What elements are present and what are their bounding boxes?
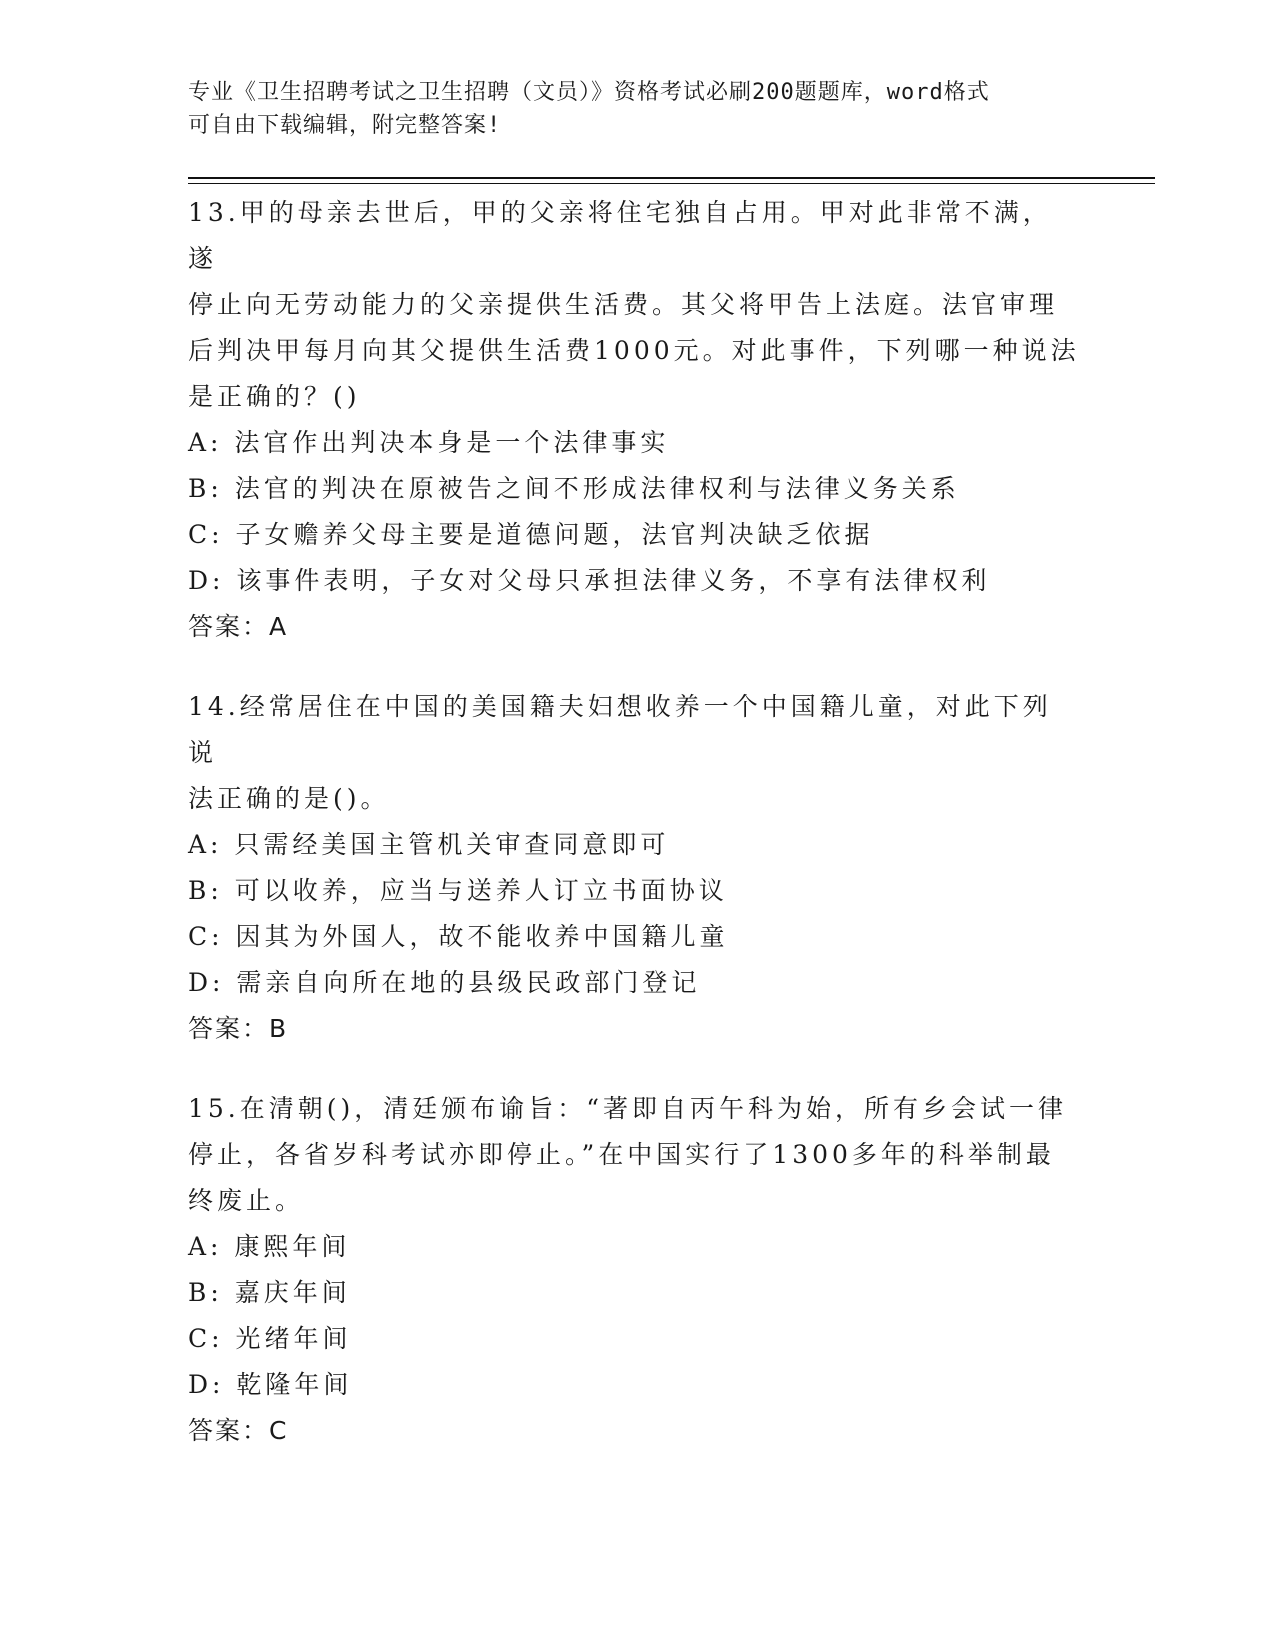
option-b: B: 可以收养，应当与送养人订立书面协议 [188, 876, 728, 905]
option-d: D: 乾隆年间 [188, 1370, 353, 1399]
question-list [188, 190, 1080, 1488]
stem-line: 15.在清朝()，清廷颁布谕旨：“著即自丙午科为始，所有乡会试一律 [188, 1094, 1068, 1123]
stem-line: 停止，各省岁科考试亦即停止。”在中国实行了1300多年的科举制最 [188, 1140, 1055, 1169]
answer-label: 答案：C [188, 1416, 289, 1445]
option-b: B: 法官的判决在原被告之间不形成法律权利与法律义务关系 [188, 474, 960, 503]
option-d: D: 该事件表明，子女对父母只承担法律义务，不享有法律权利 [188, 566, 991, 595]
header-line-1: 专业《卫生招聘考试之卫生招聘（文员）》资格考试必刷200题题库，word格式 [188, 80, 990, 105]
stem-line: 是正确的？() [188, 382, 361, 411]
question-stem [188, 190, 1080, 420]
option-a: A: 法官作出判决本身是一个法律事实 [188, 428, 670, 457]
question-13 [188, 190, 1080, 650]
header-line-2: 可自由下载编辑，附完整答案! [188, 113, 502, 138]
option-a: A: 只需经美国主管机关审查同意即可 [188, 830, 670, 859]
option-c: C: 光绪年间 [188, 1324, 352, 1353]
question-stem [188, 1086, 1080, 1224]
stem-line: 法正确的是()。 [188, 784, 390, 813]
option-c: C: 因其为外国人，故不能收养中国籍儿童 [188, 922, 729, 951]
header-divider-thick [188, 177, 1155, 179]
answer-label: 答案：A [188, 612, 289, 641]
document-header [188, 76, 1088, 142]
question-14 [188, 684, 1080, 1052]
option-c: C: 子女赡养父母主要是道德问题，法官判决缺乏依据 [188, 520, 874, 549]
question-stem [188, 684, 1080, 822]
stem-line: 终废止。 [188, 1186, 305, 1215]
option-d: D: 需亲自向所在地的县级民政部门登记 [188, 968, 701, 997]
stem-line: 14.经常居住在中国的美国籍夫妇想收养一个中国籍儿童，对此下列说 [188, 692, 1052, 767]
stem-line: 停止向无劳动能力的父亲提供生活费。其父将甲告上法庭。法官审理 [188, 290, 1059, 319]
answer-label: 答案：B [188, 1014, 289, 1043]
stem-line: 13.甲的母亲去世后，甲的父亲将住宅独自占用。甲对此非常不满，遂 [188, 198, 1052, 273]
option-b: B: 嘉庆年间 [188, 1278, 351, 1307]
header-divider-thin [188, 183, 1155, 184]
stem-line: 后判决甲每月向其父提供生活费1000元。对此事件，下列哪一种说法 [188, 336, 1080, 365]
option-a: A: 康熙年间 [188, 1232, 351, 1261]
question-15 [188, 1086, 1080, 1454]
